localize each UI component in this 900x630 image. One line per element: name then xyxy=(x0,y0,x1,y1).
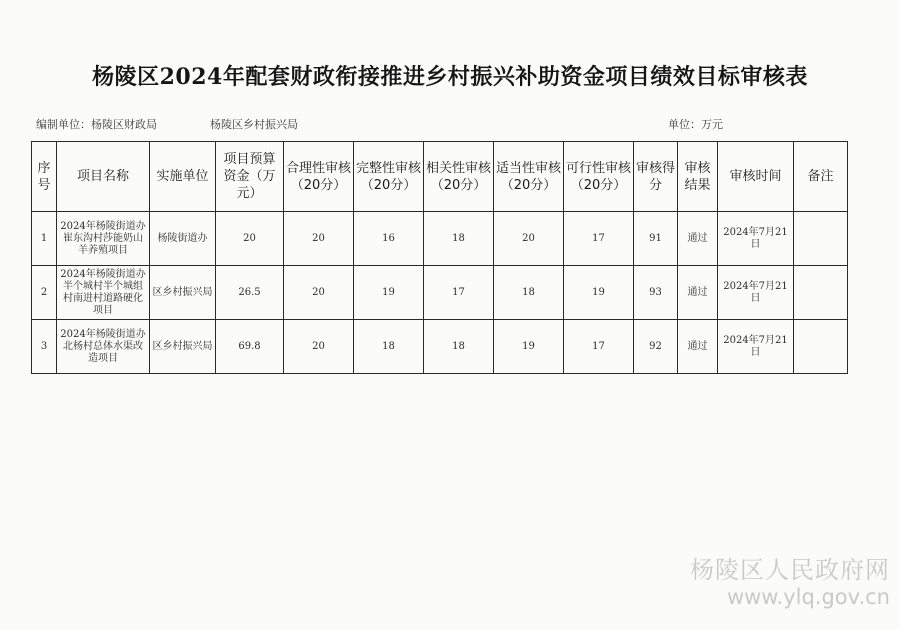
header-feasibility: 可行性审核（20分） xyxy=(564,142,634,212)
table-header-row xyxy=(32,142,848,212)
cell-appropriateness: 20 xyxy=(494,212,564,266)
compiling-unit: 编制单位：杨陵区财政局 xyxy=(36,118,157,131)
header-result: 审核结果 xyxy=(678,142,718,212)
cell-feasibility: 19 xyxy=(564,266,634,320)
cell-completeness: 16 xyxy=(354,212,424,266)
cell-relevance: 17 xyxy=(424,266,494,320)
cell-seq: 1 xyxy=(32,212,57,266)
watermark-site-name: 杨陵区人民政府网 xyxy=(690,556,890,584)
watermark-site-url: www.ylq.gov.cn xyxy=(726,585,890,609)
header-appropriateness: 适当性审核（20分） xyxy=(494,142,564,212)
cell-completeness: 19 xyxy=(354,266,424,320)
header-implementing-unit: 实施单位 xyxy=(150,142,216,212)
cell-seq: 2 xyxy=(32,266,57,320)
cell-result: 通过 xyxy=(678,320,718,374)
table-row xyxy=(32,320,848,374)
cell-rationality: 20 xyxy=(284,212,354,266)
cell-rationality: 20 xyxy=(284,266,354,320)
cell-rationality: 20 xyxy=(284,320,354,374)
cell-budget: 26.5 xyxy=(216,266,284,320)
cell-project-name: 2024年杨陵街道办崔东沟村莎能奶山羊养殖项目 xyxy=(57,212,150,266)
cell-implementing-unit: 杨陵街道办 xyxy=(150,212,216,266)
cell-seq: 3 xyxy=(32,320,57,374)
header-rationality: 合理性审核（20分） xyxy=(284,142,354,212)
cell-implementing-unit: 区乡村振兴局 xyxy=(150,266,216,320)
cell-appropriateness: 18 xyxy=(494,266,564,320)
performance-review-table xyxy=(31,141,848,374)
document-title: 杨陵区2024年配套财政衔接推进乡村振兴补助资金项目绩效目标审核表 xyxy=(92,64,808,90)
table-row xyxy=(32,212,848,266)
cell-result: 通过 xyxy=(678,212,718,266)
header-seq: 序号 xyxy=(32,142,57,212)
cell-budget: 69.8 xyxy=(216,320,284,374)
cell-remarks xyxy=(794,266,848,320)
header-score: 审核得分 xyxy=(634,142,678,212)
cell-review-date: 2024年7月21日 xyxy=(718,320,794,374)
header-remarks: 备注 xyxy=(794,142,848,212)
cell-implementing-unit: 区乡村振兴局 xyxy=(150,320,216,374)
cell-remarks xyxy=(794,212,848,266)
cell-score: 91 xyxy=(634,212,678,266)
money-unit: 单位：万元 xyxy=(668,118,723,131)
cell-feasibility: 17 xyxy=(564,320,634,374)
department-name: 杨陵区乡村振兴局 xyxy=(210,118,298,131)
cell-budget: 20 xyxy=(216,212,284,266)
cell-review-date: 2024年7月21日 xyxy=(718,212,794,266)
cell-project-name: 2024年杨陵街道办北杨村总体水渠改造项目 xyxy=(57,320,150,374)
site-watermark xyxy=(690,556,890,610)
cell-completeness: 18 xyxy=(354,320,424,374)
header-project-name: 项目名称 xyxy=(57,142,150,212)
cell-remarks xyxy=(794,320,848,374)
header-completeness: 完整性审核（20分） xyxy=(354,142,424,212)
cell-relevance: 18 xyxy=(424,212,494,266)
cell-result: 通过 xyxy=(678,266,718,320)
cell-project-name: 2024年杨陵街道办半个城村半个城组村南进村道路硬化项目 xyxy=(57,266,150,320)
table-row xyxy=(32,266,848,320)
cell-score: 93 xyxy=(634,266,678,320)
header-budget: 项目预算资金（万元） xyxy=(216,142,284,212)
cell-appropriateness: 19 xyxy=(494,320,564,374)
header-relevance: 相关性审核（20分） xyxy=(424,142,494,212)
cell-feasibility: 17 xyxy=(564,212,634,266)
header-review-date: 审核时间 xyxy=(718,142,794,212)
cell-review-date: 2024年7月21日 xyxy=(718,266,794,320)
cell-relevance: 18 xyxy=(424,320,494,374)
cell-score: 92 xyxy=(634,320,678,374)
